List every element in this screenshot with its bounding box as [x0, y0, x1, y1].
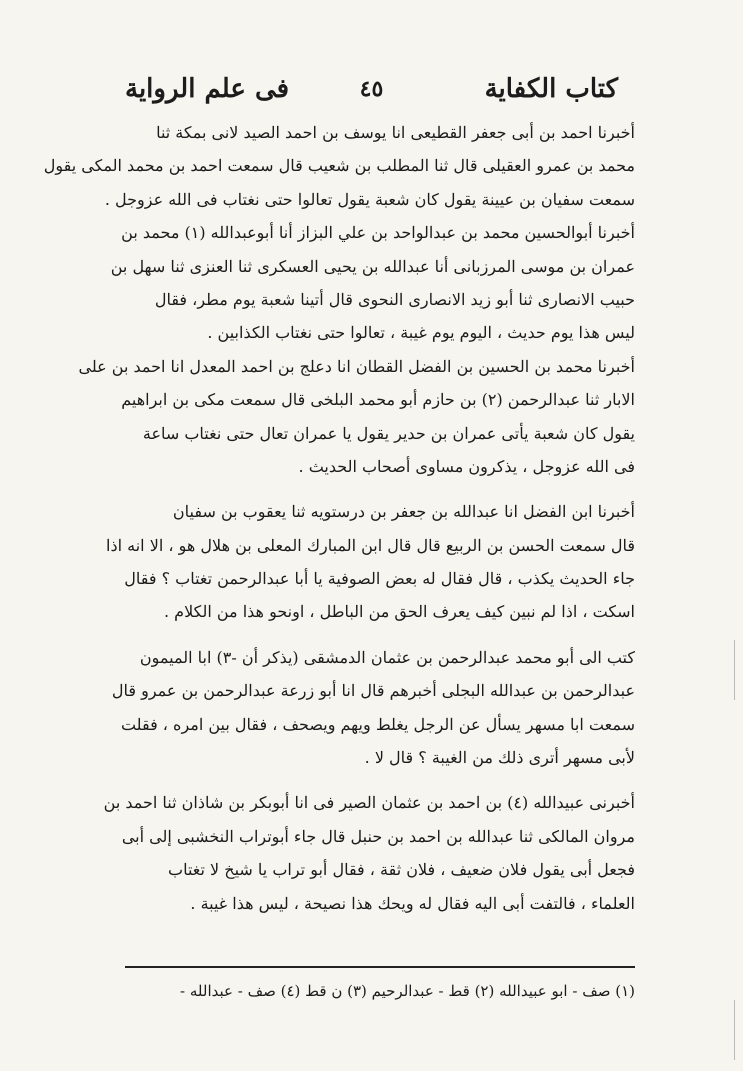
text-line: أخبرنى عبيدالله (٤) بن احمد بن عثمان الصير فى انا أبوبكر بن شاذان ثنا احمد بن	[103, 793, 635, 813]
text-line: اسكت ، اذا لم نبين كيف يعرف الحق من الباطل ، اونحو هذا من الكلام .	[164, 602, 635, 622]
text-line: العلماء ، فالتفت أبى اليه فقال له ويحك هذا نصيحة ، ليس هذا غيبة .	[190, 893, 635, 913]
text-line: سمعت سفيان بن عيينة يقول كان شعبة يقول تعالوا حتى نغتاب فى الله عزوجل .	[104, 189, 635, 209]
text-line: عمران بن موسى المرزبانى أنا عبدالله بن يحيى العسكرى ثنا العنزى ثنا سهل بن	[110, 256, 635, 276]
text-line: فى الله عزوجل ، يذكرون مساوى أصحاب الحديث .	[298, 456, 635, 476]
scan-margin-mark	[734, 640, 735, 700]
paragraph-gap	[125, 629, 635, 641]
text-line: قال سمعت الحسن بن الربيع قال قال ابن المبارك المعلى بن هلال هو ، الا انه اذا	[106, 535, 635, 555]
footnotes: (١) صف - ابو عبيدالله (٢) قط - عبدالرحيم (٣) ن قط (٤) صف - عبدالله -	[180, 982, 635, 1000]
paragraph-gap	[125, 483, 635, 495]
text-line: سمعت ابا مسهر يسأل عن الرجل يغلط ويهم ويصحف ، فقال بين امره ، فقلت	[120, 714, 635, 734]
text-line: فجعل أبى يقول فلان ضعيف ، فلان ثقة ، فقال أبو تراب يا شيخ لا تغتاب	[168, 860, 635, 880]
text-line: الابار ثنا عبدالرحمن (٢) بن حازم أبو محمد البلخى قال سمعت مكى بن ابراهيم	[121, 390, 635, 410]
text-line: جاء الحديث يكذب ، قال فقال له بعض الصوفية يا أبا عبدالرحمن تغتاب ؟ فقال	[124, 569, 635, 589]
text-line: عبدالرحمن بن عبدالله البجلى أخبرهم قال انا أبو زرعة عبدالرحمن بن عمرو قال	[111, 681, 635, 701]
text-line: حبيب الانصارى ثنا أبو زيد الانصارى النحوى قال أتينا شعبة يوم مطر، فقال	[154, 289, 635, 309]
text-line: أخبرنا احمد بن أبى جعفر القطيعى انا يوسف بن احمد الصيد لانى بمكة ثنا	[156, 123, 635, 142]
text-line: أخبرنا أبوالحسين محمد بن عبدالواحد بن علي البزاز أنا أبوعبدالله (١) محمد بن	[121, 223, 635, 243]
text-line: أخبرنا ابن الفضل انا عبدالله بن جعفر بن درستويه ثنا يعقوب بن سفيان	[172, 502, 635, 522]
text-line: ليس هذا يوم حديث ، اليوم يوم غيبة ، تعالوا حتى نغتاب الكذابين .	[207, 323, 635, 343]
footnote-divider	[125, 966, 635, 968]
paragraph	[78, 350, 635, 484]
book-subtitle: فى علم الرواية	[125, 74, 290, 104]
paragraph	[111, 641, 635, 775]
text-line: أخبرنا محمد بن الحسين بن الفضل القطان انا دعلج بن احمد المعدل انا احمد بن على	[78, 356, 635, 376]
paragraph	[103, 786, 635, 920]
paragraph-gap	[125, 774, 635, 786]
text-line: مروان المالكى ثنا عبدالله بن احمد بن حنبل قال جاء أبوتراب النخشبى إلى أبى	[121, 826, 635, 846]
paragraph	[106, 495, 635, 629]
text-line: محمد بن عمرو العقيلى قال ثنا المطلب بن شعيب قال سمعت احمد بن محمد المكى يقول	[43, 156, 635, 176]
paragraph	[110, 216, 635, 350]
body-text	[43, 116, 635, 920]
page-number: ٤٥	[359, 76, 384, 102]
page-header	[125, 74, 618, 114]
text-line: كتب الى أبو محمد عبدالرحمن بن عثمان الدمشقى (يذكر أن -٣) ابا الميمون	[139, 647, 635, 667]
scan-margin-mark	[734, 1000, 735, 1060]
book-title: كتاب الكفاية	[484, 74, 618, 104]
text-line: لأبى مسهر أترى ذلك من الغيبة ؟ قال لا .	[364, 748, 635, 768]
text-line: يقول كان شعبة يأتى عمران بن حدير يقول يا عمران تعال حتى نغتاب ساعة	[142, 423, 635, 443]
paragraph	[43, 116, 635, 216]
